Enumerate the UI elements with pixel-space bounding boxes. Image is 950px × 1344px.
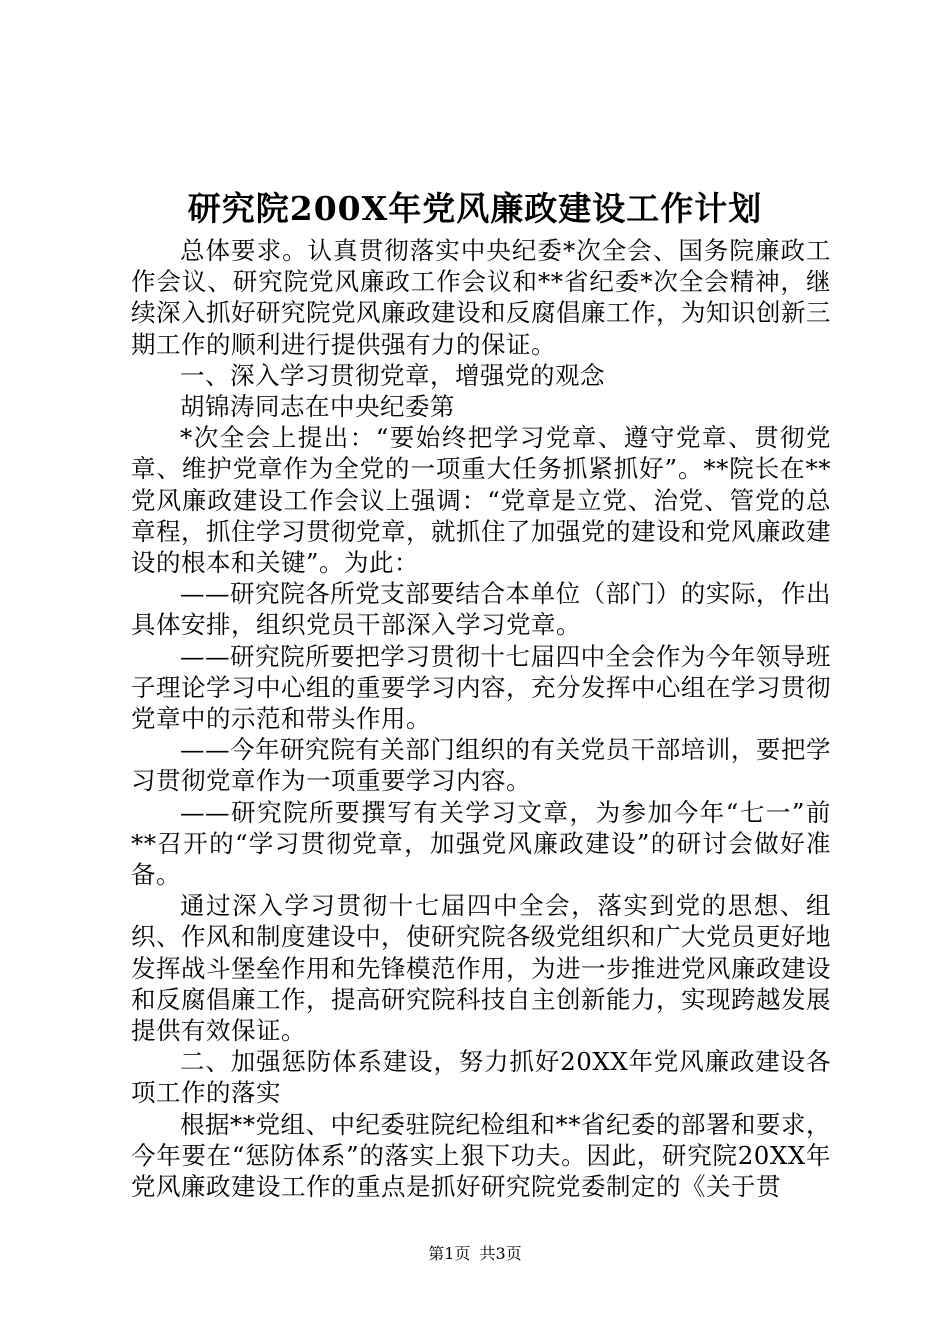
list-item-paragraph: ——研究院所要把学习贯彻十七届四中全会作为今年领导班子理论学习中心组的重要学习内容，充分发挥中心组在学习贯彻党章中的示范和带头作用。	[131, 641, 831, 734]
paragraph: 胡锦涛同志在中央纪委第	[180, 392, 455, 422]
paragraph: 通过深入学习贯彻十七届四中全会，落实到党的思想、组织、作风和制度建设中，使研究院各级党组织和广大党员更好地发挥战斗堡垒作用和先锋模范作用，为进一步推进党风廉政建设和反腐倡廉工作，提高研究院科技自主创新能力，实现跨越发展提供有效保证。	[131, 891, 831, 1046]
section-heading-2: 二、加强惩防体系建设，努力抓好20XX年党风廉政建设各项工作的落实	[131, 1047, 831, 1108]
paragraph: 根据**党组、中纪委驻院纪检组和**省纪委的部署和要求，今年要在“惩防体系”的落实上狠下功夫。因此，研究院20XX年党风廉政建设工作的重点是抓好研究院党委制定的《关于贯	[131, 1109, 831, 1202]
paragraph: *次全会上提出：“要始终把学习党章、遵守党章、贯彻党章、维护党章作为全党的一项重大任务抓紧抓好”。**院长在**党风廉政建设工作会议上强调：“党章是立党、治党、管党的总章程，抓住学习贯彻党章，就抓住了加强党的建设和党风廉政建设的根本和关键”。为此：	[131, 423, 831, 578]
document-body	[131, 235, 831, 1202]
page-footer	[0, 1243, 950, 1265]
page-number: 第1页	[428, 1244, 471, 1263]
paragraph-general-requirements: 总体要求。认真贯彻落实中央纪委*次全会、国务院廉政工作会议、研究院党风廉政工作会议和**省纪委*次全会精神，继续深入抓好研究院党风廉政建设和反腐倡廉工作，为知识创新三期工作的顺利进行提供强有力的保证。	[131, 236, 831, 359]
page-total: 共3页	[479, 1244, 522, 1263]
list-item-paragraph: ——研究院各所党支部要结合本单位（部门）的实际，作出具体安排，组织党员干部深入学习党章。	[131, 579, 831, 640]
document-title: 研究院200X年党风廉政建设工作计划	[187, 189, 763, 228]
section-heading-1: 一、深入学习贯彻党章，增强党的观念	[180, 360, 605, 390]
list-item-paragraph: ——研究院所要撰写有关学习文章，为参加今年“七一”前**召开的“学习贯彻党章，加强党风廉政建设”的研讨会做好准备。	[131, 797, 831, 890]
list-item-paragraph: ——今年研究院有关部门组织的有关党员干部培训，要把学习贯彻党章作为一项重要学习内容。	[131, 735, 831, 796]
